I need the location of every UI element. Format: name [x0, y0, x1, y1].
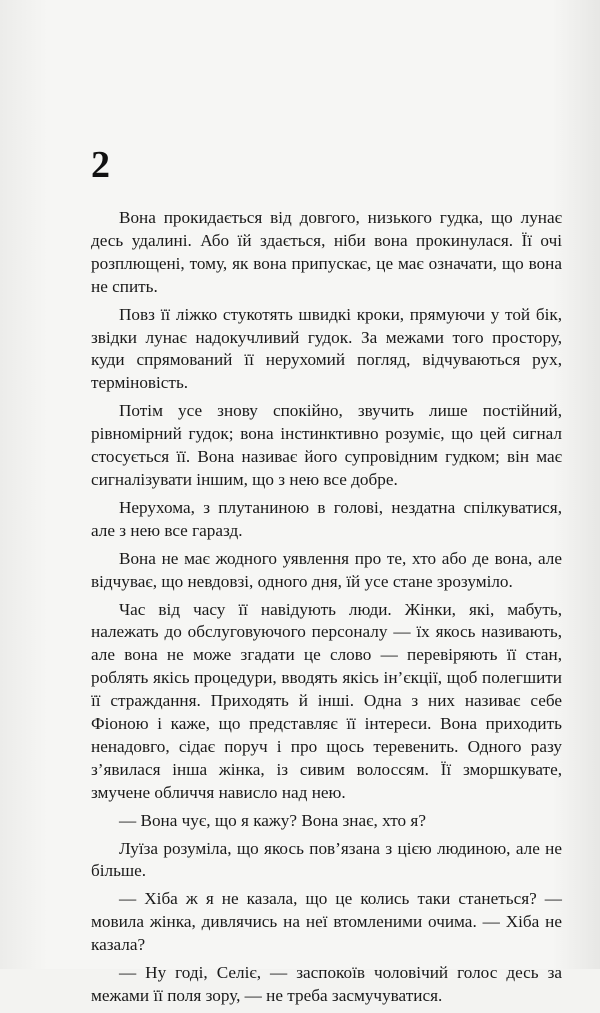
chapter-number: 2 [91, 144, 110, 186]
paragraph: Потім усе знову спокійно, звучить лише постійний, рівномірний гудок; вона інстинктивно розуміє, що цей сигнал стосується її. Вона називає його супровідним гудком; він має сигналізувати іншим, що з нею все добре. [91, 401, 562, 489]
paragraph: Вона прокидається від довгого, низького гудка, що лунає десь удалині. Або їй здається, ніби вона прокинулася. Її очі розплющені, тому, як вона припускає, це має означати, що вона не спить. [91, 208, 562, 296]
dialogue-line: — Ну годі, Селіє, — заспокоїв чоловічий голос десь за межами її поля зору, — не треба засмучуватися. [91, 963, 562, 1005]
dialogue-line: — Вона чує, що я кажу? Вона знає, хто я? [119, 810, 426, 830]
paragraph: Нерухома, з плутаниною в голові, нездатна спілкуватися, але з нею все гаразд. [91, 497, 562, 540]
paragraph: Час від часу її навідують люди. Жінки, які, мабуть, належать до обслуговуючого персоналу — їх якось називають, але вона не може згадати це слово — перевіряють її стан, роблять якісь процедури, вводять якісь ін’єкції, щоб полегшити її страждання. Приходять й інші. Одна з них називає себе Фіоною і каже, що представляє її інтереси. Вона приходить ненадовго, сідає поруч і про щось теревенить. Одного разу з’явилася інша жінка, із сивим волоссям. Її зморшкувате, змучене обличчя нависло над нею. [91, 599, 562, 802]
dialogue-line: — Хіба ж я не казала, що це колись таки станеться? — мовила жінка, дивлячись на неї втомленими очима. — Хіба не казала? [91, 889, 562, 955]
body-text [91, 207, 562, 1013]
paragraph: Вона не має жодного уявлення про те, хто або де вона, але відчуває, що невдовзі, одного дня, їй усе стане зрозуміло. [91, 548, 562, 591]
paragraph: Повз її ліжко стукотять швидкі кроки, прямуючи у той бік, звідки лунає надокучливий гудок. За межами того простору, куди спрямований її нерухомий погляд, відчуваються рух, терміновість. [91, 304, 562, 393]
paragraph: Луїза розуміла, що якось пов’язана з цією людиною, але не більше. [91, 838, 562, 881]
